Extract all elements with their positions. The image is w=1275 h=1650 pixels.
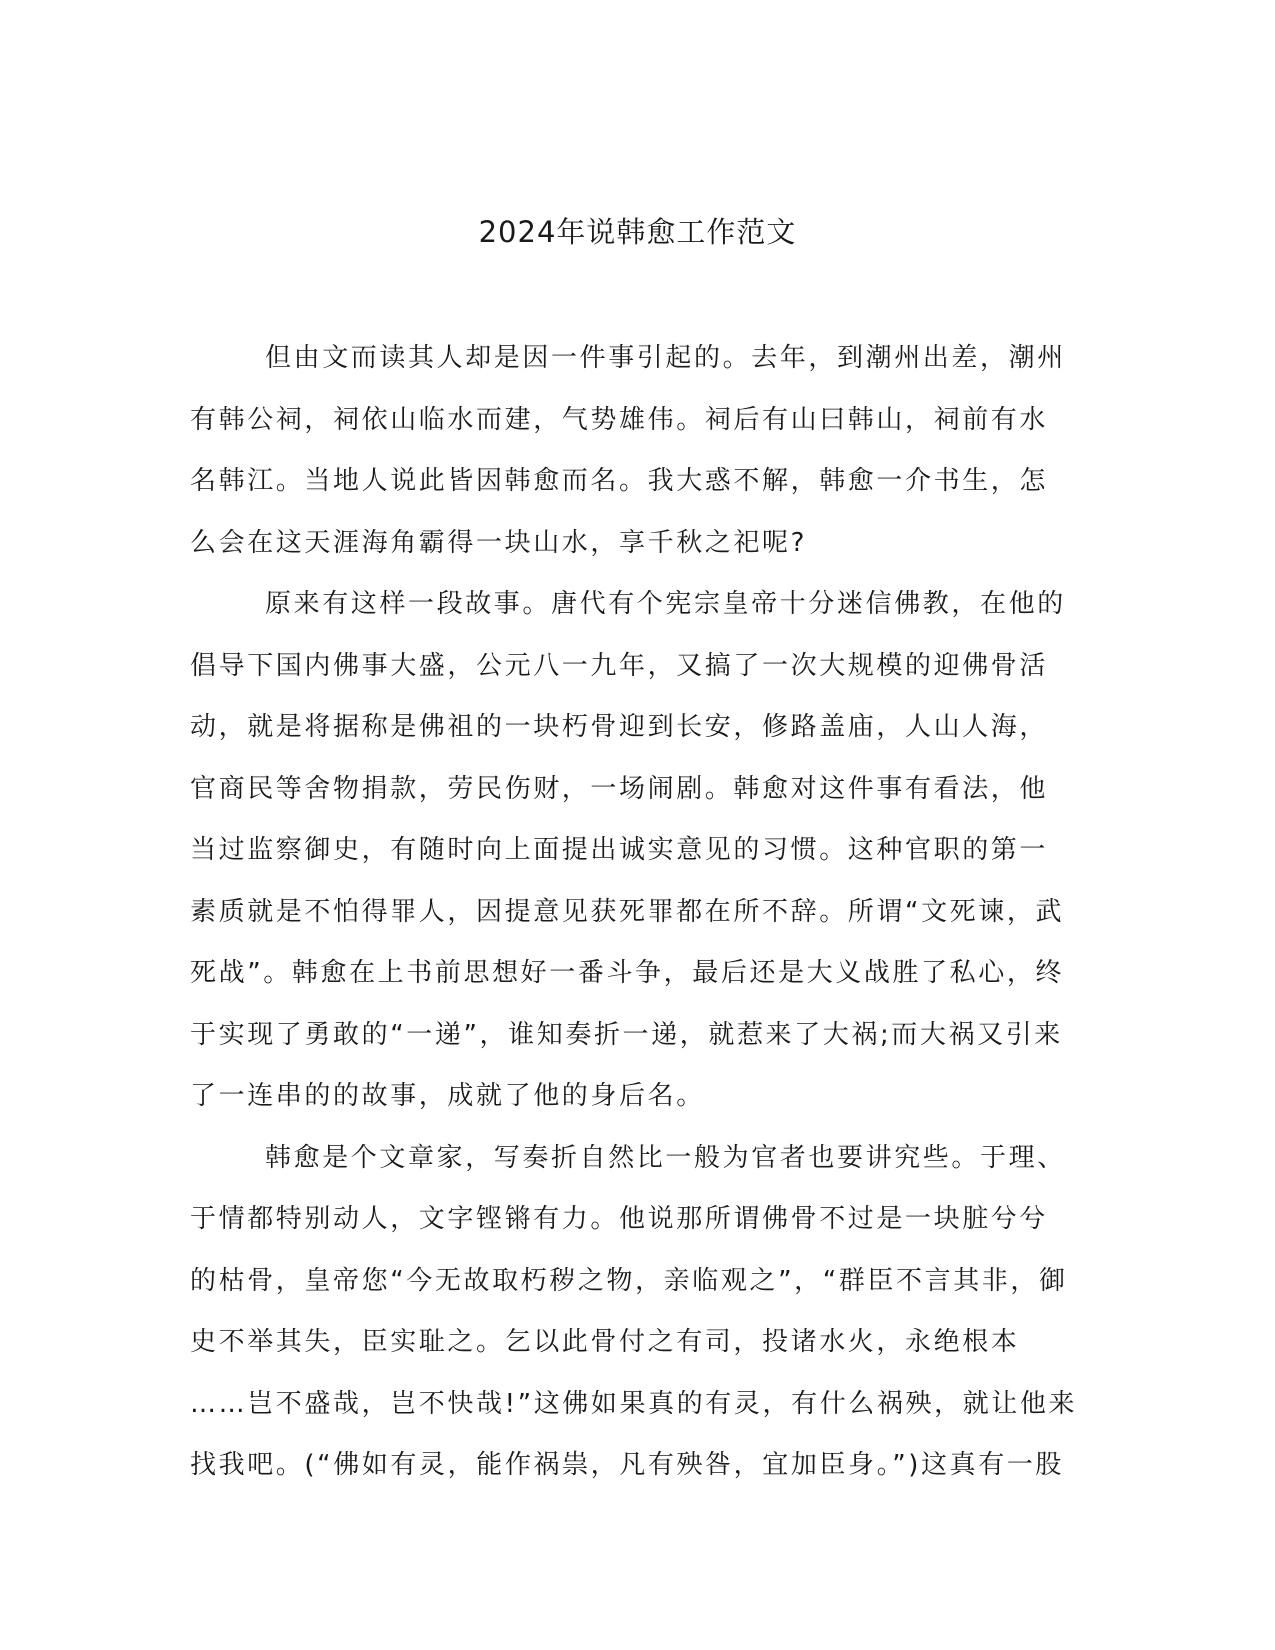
- text-line: 原来有这样一段故事。唐代有个宪宗皇帝十分迷信佛教，在他的: [265, 589, 1066, 619]
- document-body: [190, 328, 1080, 1497]
- text-line: 史不举其失，臣实耻之。乞以此骨付之有司，投诸水火，永绝根本: [190, 1327, 1020, 1357]
- text-line: 有韩公祠，祠依山临水而建，气势雄伟。祠后有山曰韩山，祠前有水: [190, 404, 1049, 435]
- text-line: 动，就是将据称是佛祖的一块朽骨迎到长安，修路盖庙，人山人海，: [190, 712, 1049, 742]
- text-line: 的枯骨，皇帝您“今无故取朽秽之物，亲临观之”，“群臣不言其非，御: [190, 1265, 1068, 1296]
- text-line: 了一连串的的故事，成就了他的身后名。: [190, 1081, 705, 1111]
- paragraph-1: [190, 328, 1080, 574]
- text-line: ……岂不盛哉，岂不快哉!”这佛如果真的有灵，有什么祸殃，就让他来: [190, 1388, 1078, 1419]
- text-line: 素质就是不怕得罪人，因提意见获死罪都在所不辞。所谓“文死谏，武: [190, 896, 1065, 927]
- text-line: 找我吧。(“佛如有灵，能作祸祟，凡有殃咎，宜加臣身。”)这真有一股: [190, 1450, 1065, 1480]
- text-line: 但由文而读其人却是因一件事引起的。去年，到潮州出差，潮州: [265, 343, 1066, 373]
- text-line: 么会在这天涯海角霸得一块山水，享千秋之祀呢?: [190, 527, 808, 558]
- paragraph-2: [190, 574, 1080, 1128]
- paragraph-3: [190, 1128, 1080, 1497]
- text-line: 于实现了勇敢的“一递”，谁知奏折一递，就惹来了大祸;而大祸又引来: [190, 1019, 1063, 1050]
- text-line: 倡导下国内佛事大盛，公元八一九年，又搞了一次大规模的迎佛骨活: [190, 650, 1049, 681]
- text-line: 死战”。韩愈在上书前思想好一番斗争，最后还是大义战胜了私心，终: [190, 958, 1065, 988]
- text-line: 官商民等舍物捐款，劳民伤财，一场闹剧。韩愈对这件事有看法，他: [190, 773, 1049, 804]
- text-line: 韩愈是个文章家，写奏折自然比一般为官者也要讲究些。于理、: [265, 1142, 1066, 1173]
- text-line: 于情都特别动人，文字铿锵有力。他说那所谓佛骨不过是一块脏兮兮: [190, 1204, 1049, 1234]
- text-line: 名韩江。当地人说此皆因韩愈而名。我大惑不解，韩愈一介书生，怎: [190, 466, 1049, 496]
- document-title: 2024年说韩愈工作范文: [478, 215, 797, 249]
- text-line: 当过监察御史，有随时向上面提出诚实意见的习惯。这种官职的第一: [190, 835, 1049, 865]
